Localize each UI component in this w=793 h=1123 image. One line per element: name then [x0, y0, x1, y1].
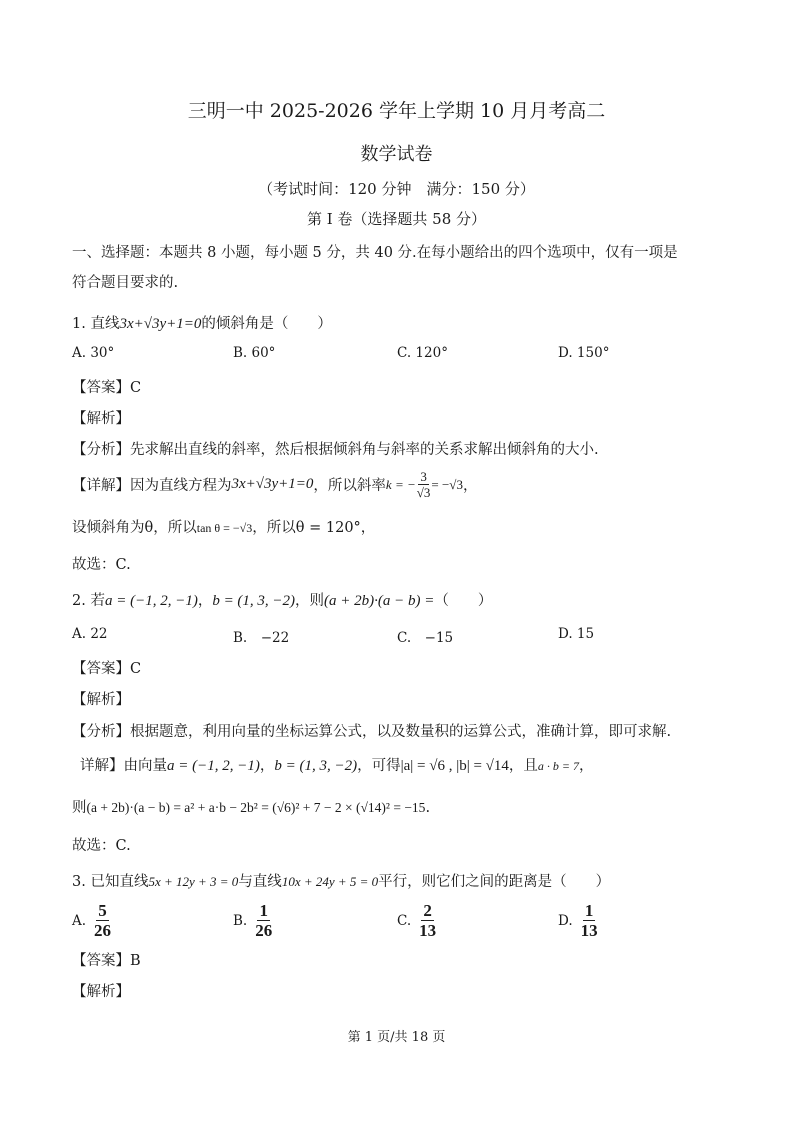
q3-option-b-label: B. — [233, 912, 248, 929]
q1-analysis-label: 【解析】 — [72, 411, 130, 427]
q1-fraction-numerator: 3 — [420, 469, 427, 484]
q1-answer: 【答案】C — [72, 380, 142, 396]
q2-detail-line2 — [72, 796, 430, 817]
q1-number: 1. 直线 — [72, 316, 120, 332]
q1-detail-prefix: 【详解】因为直线方程为 — [72, 478, 232, 494]
q2-line2-end: . — [425, 800, 431, 816]
q3-option-c-fraction — [419, 902, 436, 939]
q2-vec-a: a = (−1, 2, −1) — [104, 593, 198, 609]
q3-option-c-denominator: 13 — [419, 921, 437, 940]
q3-answer: 【答案】B — [72, 953, 141, 969]
q2-detail-prefix: 详解】由向量 — [80, 758, 167, 774]
exam-title: 三明一中 2025-2026 学年上学期 10 月月考高二 — [187, 100, 606, 122]
page-footer: 第 1 页/共 18 页 — [347, 1030, 446, 1045]
q1-choose: 故选：C. — [72, 557, 131, 573]
q1-detail-mid: ，所以斜率 — [313, 478, 386, 494]
q2-line2-prefix: 则 — [72, 800, 87, 816]
q2-answer: 【答案】C — [72, 661, 142, 677]
q3-prefix: 3. 已知直线 — [72, 874, 149, 890]
q3-option-b-numerator: 1 — [259, 901, 268, 920]
q3-mid: 与直线 — [238, 874, 282, 890]
q2-detail-end: ， — [579, 758, 594, 774]
q2-detail — [80, 754, 594, 775]
q2-expression: (a + 2b)·(a − b) = — [324, 593, 435, 609]
q2-detail-b: b = (1, 3, −2) — [274, 758, 358, 774]
q3-option-d-numerator: 1 — [584, 901, 594, 920]
q3-option-d-fraction — [581, 902, 598, 939]
q3-option-c-label: C. — [397, 912, 412, 929]
q1-stem — [72, 312, 332, 333]
q2-line2-expression: (a + 2b)·(a − b) = a² + a·b − 2b² = (√6)² + 7 − 2 × (√14)² = −15 — [86, 800, 426, 815]
q1-detail-end: ， — [462, 478, 478, 494]
q1-detail-equation: 3x+√3y+1=0 — [231, 476, 314, 492]
q1-equation: 3x+√3y+1=0 — [119, 316, 202, 332]
q1-stem-tail: 的倾斜角是（ ） — [201, 316, 332, 332]
q1-fraction-denominator: √3 — [416, 485, 431, 500]
q1-option-b: B. 60° — [233, 345, 276, 361]
q2-prefix: 2. 若 — [72, 593, 105, 609]
q2-mid: ，则 — [295, 593, 325, 609]
section-intro-line1: 一、选择题：本题共 8 小题，每小题 5 分，共 40 分.在每小题给出的四个选项中，仅有一项是 — [72, 245, 678, 261]
section-intro-line2: 符合题目要求的. — [72, 275, 179, 291]
q1-detail-fraction — [417, 470, 431, 499]
q2-tail: （ ） — [434, 593, 493, 609]
q2-analysis-label: 【解析】 — [72, 692, 130, 708]
q2-sep: ， — [197, 593, 213, 609]
q3-option-b-denominator: 26 — [255, 921, 273, 940]
q1-line2-prefix: 设倾斜角为θ，所以 — [72, 520, 197, 536]
q3-option-d — [558, 902, 599, 939]
q2-vec-b: b = (1, 3, −2) — [212, 593, 296, 609]
q3-option-d-denominator: 13 — [580, 921, 598, 940]
q3-option-a-fraction — [94, 902, 111, 939]
q2-choose: 故选：C. — [72, 838, 131, 854]
q3-option-a-label: A. — [72, 912, 87, 929]
q1-fenxi: 【分析】先求解出直线的斜率，然后根据倾斜角与斜率的关系求解出倾斜角的大小. — [72, 442, 599, 458]
q3-option-c-numerator: 2 — [423, 901, 432, 920]
q2-stem — [72, 589, 492, 610]
q3-line2: 10x + 24y + 5 = 0 — [281, 874, 379, 889]
q2-option-c: C. −15 — [397, 630, 454, 646]
q3-option-a-denominator: 26 — [94, 921, 112, 940]
q1-line2-tan: tan θ = −√3 — [196, 521, 253, 535]
q1-option-c: C. 120° — [397, 345, 448, 361]
q1-detail-line2 — [72, 516, 375, 537]
q3-stem — [72, 870, 610, 891]
q3-option-b-fraction — [255, 902, 272, 939]
q3-option-b — [233, 902, 273, 939]
q3-option-d-label: D. — [558, 912, 573, 929]
q3-option-c — [397, 902, 437, 939]
q1-option-d: D. 150° — [558, 345, 610, 361]
q2-option-a: A. 22 — [72, 626, 108, 642]
exam-subtitle: 数学试卷 — [360, 144, 433, 165]
q2-detail-a: a = (−1, 2, −1) — [167, 758, 260, 774]
q2-detail-and: ，且 — [508, 758, 538, 774]
q2-detail-sep: ， — [259, 758, 275, 774]
q2-detail-mid: ，可得 — [357, 758, 401, 774]
q2-option-d: D. 15 — [558, 626, 595, 642]
q2-detail-norms: |a| = √6 , |b| = √14 — [400, 758, 509, 774]
q1-option-a: A. 30° — [72, 345, 115, 361]
q3-analysis-label: 【解析】 — [72, 984, 130, 1000]
q2-option-b: B. −22 — [233, 630, 290, 646]
q1-line2-mid: ，所以θ = 120°， — [252, 520, 376, 536]
q3-option-a — [72, 902, 112, 939]
exam-info: （考试时间：120 分钟 满分：150 分） — [258, 180, 535, 198]
q1-detail — [72, 470, 477, 499]
q1-detail-k: k = − — [385, 476, 416, 492]
q2-fenxi: 【分析】根据题意，利用向量的坐标运算公式，以及数量积的运算公式，准确计算，即可求解. — [72, 724, 672, 740]
volume-heading: 第 I 卷（选择题共 58 分） — [306, 210, 487, 228]
q3-option-a-numerator: 5 — [98, 901, 107, 920]
q1-detail-result: = −√3 — [431, 476, 463, 492]
q3-line1: 5x + 12y + 3 = 0 — [148, 874, 239, 889]
q2-detail-dot: a · b = 7 — [537, 759, 580, 773]
q3-tail: 平行，则它们之间的距离是（ ） — [378, 874, 611, 890]
